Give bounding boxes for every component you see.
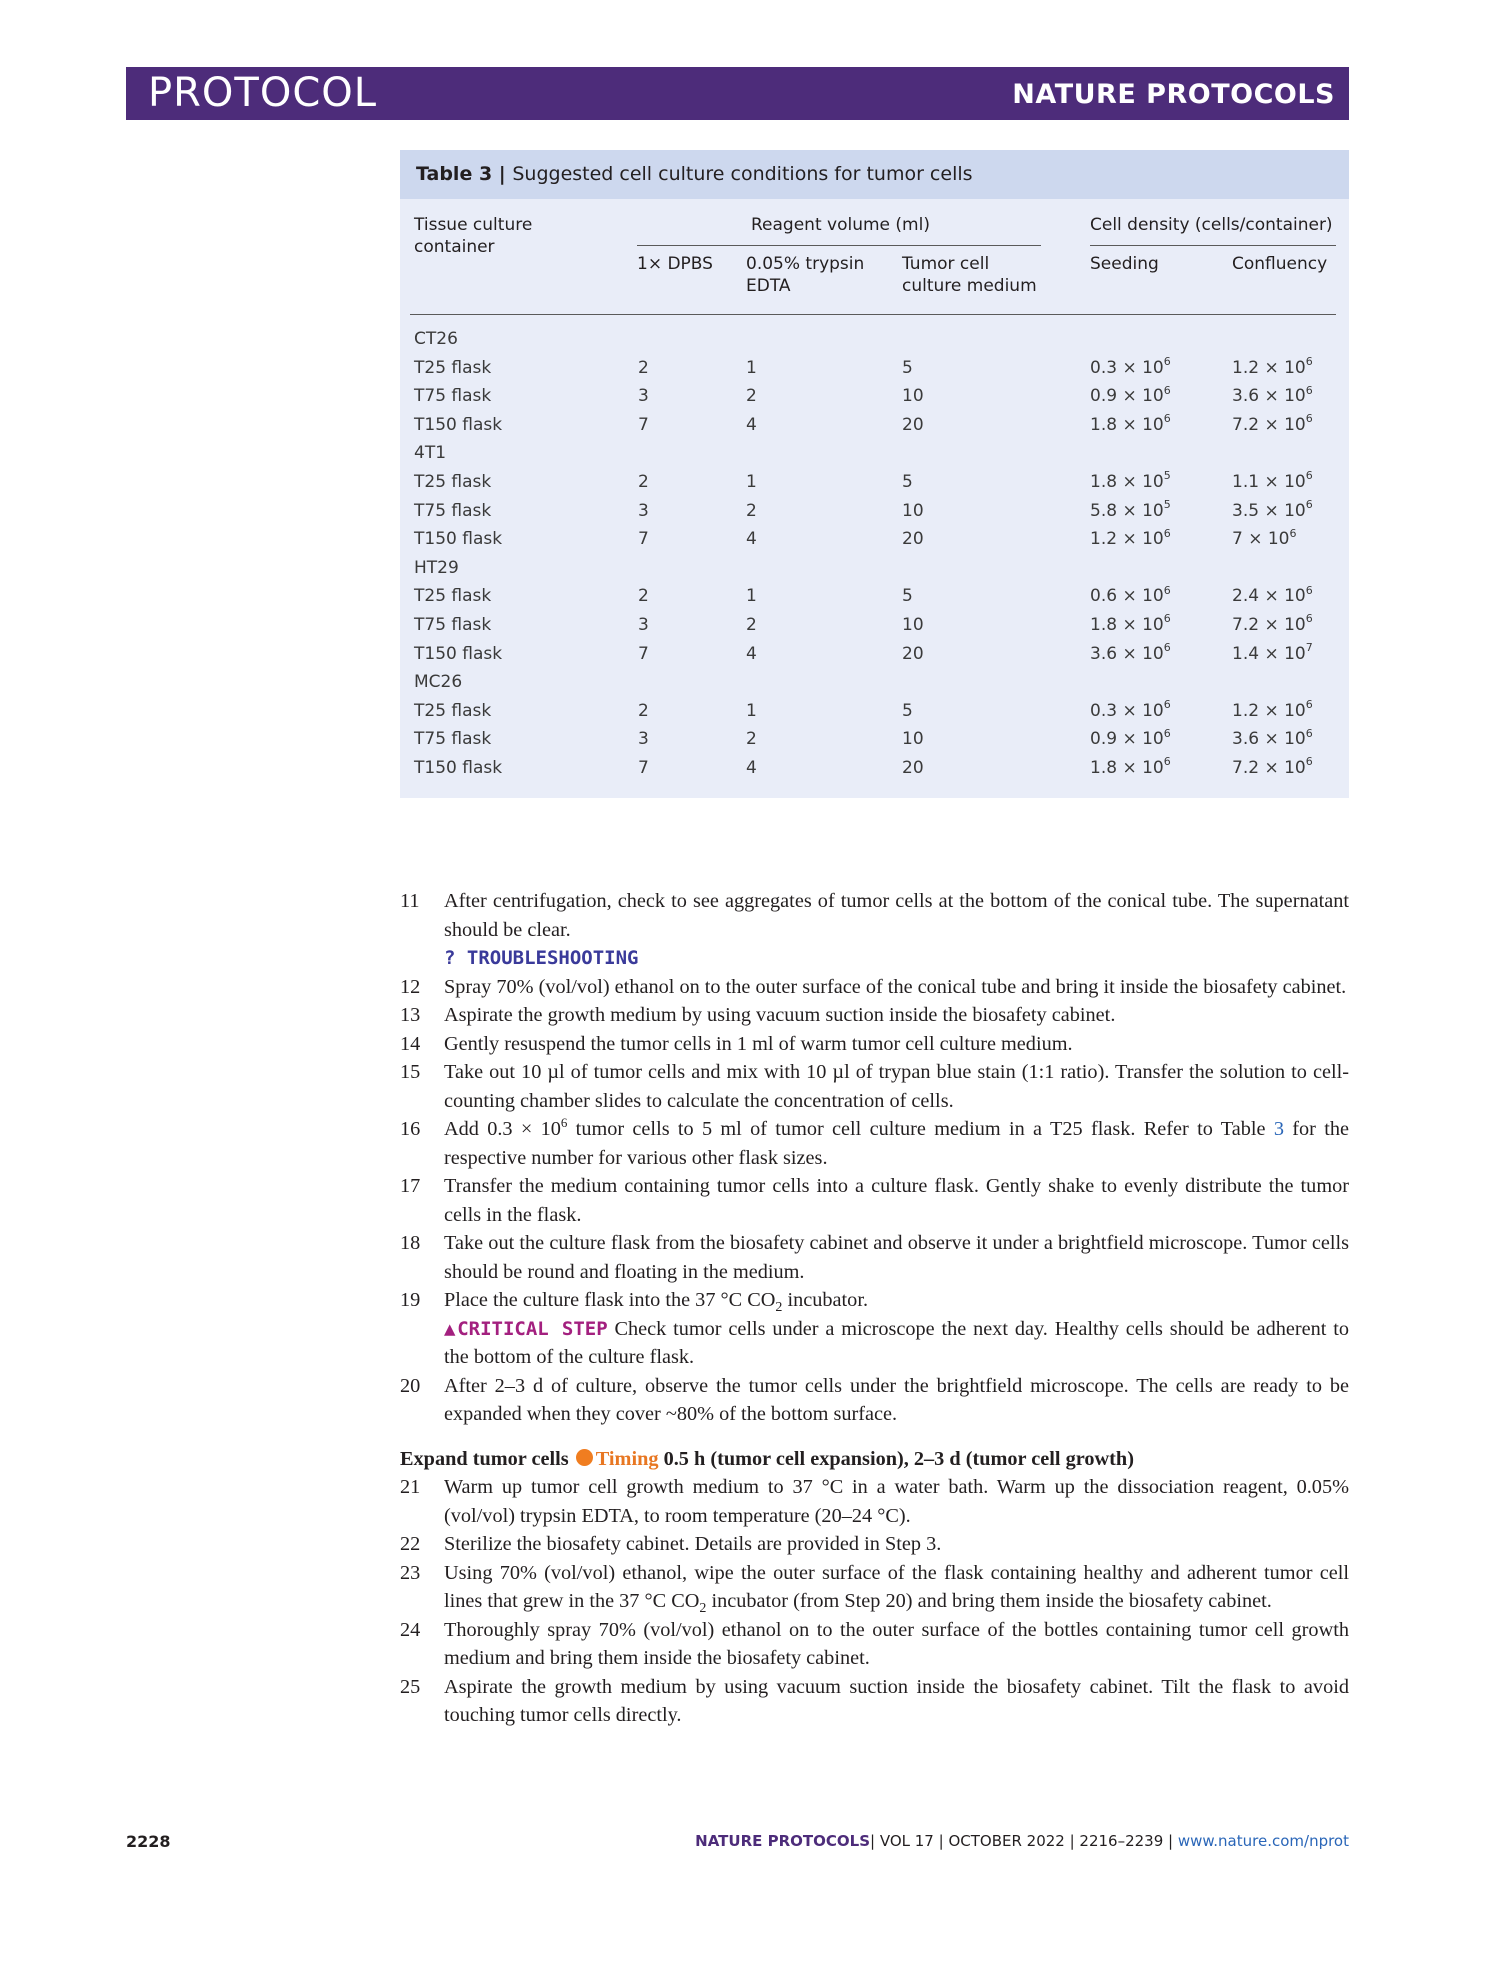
cell-density-exponent: 6: [1163, 583, 1171, 597]
table-cell-container: T150 flask: [414, 758, 503, 778]
cell-density-mantissa: 7 × 10: [1232, 529, 1290, 550]
table-cell-container: T75 flask: [414, 500, 492, 521]
table-cell-seeding: [1090, 385, 1171, 407]
table-cell-medium: 10: [902, 386, 924, 407]
cell-density-mantissa: 0.9 × 10: [1090, 386, 1164, 407]
step-text-b: incubator.: [782, 1289, 869, 1311]
table-cell-confluency: [1232, 497, 1313, 522]
table-cell-trypsin: 1: [746, 357, 757, 378]
table-title-text: Suggested cell culture conditions for tumor cells: [512, 163, 973, 185]
table-cell-confluency: [1232, 471, 1313, 493]
table-cell-medium: 20: [902, 643, 924, 664]
step-text-b: tumor cells to 5 ml of tumor cell culture medium in a T25 flask. Refer to Table: [567, 1118, 1274, 1140]
table-cell-dpbs: 7: [638, 529, 649, 550]
table-cell-confluency: [1232, 414, 1313, 436]
cell-density-exponent: 6: [1305, 497, 1313, 511]
footer-journal: NATURE PROTOCOLS: [695, 1832, 871, 1850]
table-3: [400, 150, 1349, 798]
header-banner: [126, 67, 1349, 120]
step-number: 24: [400, 1618, 421, 1641]
table-cell-seeding: [1090, 497, 1171, 522]
table-group-label: HT29: [414, 557, 459, 578]
troubleshooting-link[interactable]: ? TROUBLESHOOTING: [444, 947, 639, 969]
table-cell-confluency: [1232, 528, 1297, 550]
step-11: [400, 887, 1349, 944]
step-number: 15: [400, 1061, 421, 1083]
step-17: [400, 1172, 1349, 1229]
table-cell-seeding: [1090, 414, 1171, 436]
cell-density-mantissa: 1.1 × 10: [1232, 472, 1306, 492]
table-cell-container: T150 flask: [414, 529, 503, 550]
table-cell-confluency: [1232, 385, 1313, 407]
table-cell-confluency: [1232, 640, 1313, 665]
procedure-steps: [400, 887, 1349, 1730]
table-cell-confluency: [1232, 614, 1313, 636]
table-cell-dpbs: 2: [638, 472, 649, 492]
table-cell-medium: 20: [902, 414, 924, 435]
table-cell-medium: 5: [902, 472, 913, 492]
cell-density-mantissa: 1.2 × 10: [1090, 529, 1164, 550]
section-heading-expand: [400, 1445, 1349, 1474]
table-cell-container: T25 flask: [414, 700, 492, 721]
step-18: [400, 1229, 1349, 1286]
cell-density-mantissa: 1.8 × 10: [1090, 615, 1164, 635]
step-number: 22: [400, 1533, 421, 1555]
cell-density-exponent: 6: [1163, 698, 1171, 712]
timing-text: 0.5 h (tumor cell expansion), 2–3 d (tumor cell growth): [658, 1447, 1134, 1470]
step-20: [400, 1372, 1349, 1429]
table-cell-confluency: [1232, 757, 1313, 779]
step-text-a: Add 0.3 × 10: [444, 1118, 561, 1140]
step-text: Aspirate the growth medium by using vacuum suction inside the biosafety cabinet. Tilt the flask to avoid touching tumor cells directly.: [444, 1675, 1349, 1726]
timing-label: Timing: [595, 1447, 659, 1470]
step-number: 19: [400, 1289, 421, 1311]
cell-density-mantissa: 0.3 × 10: [1090, 357, 1164, 378]
cell-density-exponent: 6: [1163, 755, 1171, 769]
table-cell-dpbs: 3: [638, 500, 649, 521]
table-cell-medium: 20: [902, 758, 924, 778]
table-cell-seeding: [1090, 728, 1171, 750]
cell-density-exponent: 6: [1305, 612, 1313, 626]
step-text: Gently resuspend the tumor cells in 1 ml of warm tumor cell culture medium.: [444, 1032, 1073, 1055]
step-12: [400, 973, 1349, 1002]
table-cell-container: T150 flask: [414, 414, 503, 435]
step-number: 12: [400, 975, 421, 998]
table-cell-dpbs: 3: [638, 386, 649, 407]
cell-density-exponent: 6: [1163, 612, 1171, 626]
cell-density-mantissa: 1.2 × 10: [1232, 700, 1306, 721]
table-cell-seeding: [1090, 471, 1171, 493]
cell-density-exponent: 6: [1305, 412, 1313, 426]
col-header-medium: Tumor cell culture medium: [902, 254, 1037, 296]
cell-density-exponent: 6: [1163, 412, 1171, 426]
table-cell-seeding: [1090, 640, 1171, 665]
footer-url-link[interactable]: www.nature.com/nprot: [1177, 1832, 1349, 1850]
table-cell-dpbs: 2: [638, 586, 649, 607]
table-cell-dpbs: 2: [638, 700, 649, 721]
cell-density-mantissa: 7.2 × 10: [1232, 615, 1306, 635]
step-22: [400, 1530, 1349, 1559]
table-title: [400, 150, 1349, 199]
critical-step-text: Check tumor cells under a microscope the next day. Healthy cells should be adherent to the bottom of the culture flask.: [444, 1317, 1349, 1368]
table-cell-medium: 10: [902, 615, 924, 635]
step-number: 17: [400, 1175, 421, 1197]
cell-density-exponent: 6: [1305, 755, 1313, 769]
cell-density-exponent: 5: [1163, 469, 1171, 483]
table-cell-medium: 5: [902, 357, 913, 378]
table-cell-seeding: [1090, 585, 1171, 607]
cell-density-mantissa: 5.8 × 10: [1090, 500, 1164, 521]
table-cell-trypsin: 4: [746, 758, 757, 778]
table-cell-dpbs: 7: [638, 643, 649, 664]
table-3-ref-link[interactable]: 3: [1273, 1118, 1284, 1140]
step-text-a: Using 70% (vol/vol) ethanol, wipe the outer surface of the flask containing healthy and adherent tumor cell lines that grew in the 37 °C CO: [444, 1561, 1349, 1612]
step-number: 11: [400, 890, 420, 912]
cell-density-mantissa: 1.2 × 10: [1232, 357, 1306, 378]
table-cell-confluency: [1232, 585, 1313, 607]
cell-density-exponent: 6: [1163, 383, 1171, 397]
step-number: 21: [400, 1476, 421, 1498]
table-cell-container: T25 flask: [414, 357, 492, 378]
cell-density-exponent: 5: [1163, 497, 1171, 511]
table-cell-dpbs: 3: [638, 615, 649, 635]
step-16: [400, 1115, 1349, 1172]
step-text: Take out 10 µl of tumor cells and mix with 10 µl of trypan blue stain (1:1 ratio). Transfer the solution to cell-counting chamber slides to calculate the concentration of cells.: [444, 1061, 1349, 1112]
step-number: 25: [400, 1675, 421, 1698]
cell-density-mantissa: 7.2 × 10: [1232, 414, 1306, 435]
table-cell-medium: 5: [902, 700, 913, 721]
table-cell-trypsin: 4: [746, 529, 757, 550]
step-text: Sterilize the biosafety cabinet. Details are provided in Step 3.: [444, 1533, 942, 1555]
table-cell-dpbs: 3: [638, 729, 649, 750]
step-subscript: 2: [775, 1300, 783, 1315]
table-cell-dpbs: 7: [638, 758, 649, 778]
step-text: Spray 70% (vol/vol) ethanol on to the outer surface of the conical tube and bring it inside the biosafety cabinet.: [444, 975, 1347, 998]
cell-density-mantissa: 1.8 × 10: [1090, 758, 1164, 778]
step-text: After 2–3 d of culture, observe the tumor cells under the brightfield microscope. The cells are ready to be expanded when they cover ~80% of the bottom surface.: [444, 1374, 1349, 1425]
cell-density-exponent: 6: [1305, 354, 1313, 368]
col-header-dpbs: 1× DPBS: [637, 254, 713, 274]
cell-density-exponent: 6: [1289, 526, 1297, 540]
cell-density-exponent: 7: [1305, 640, 1313, 654]
table-cell-dpbs: 2: [638, 357, 649, 378]
table-cell-seeding: [1090, 757, 1171, 779]
critical-step-label: ▲CRITICAL STEP: [444, 1317, 608, 1340]
col-header-seeding: Seeding: [1090, 254, 1159, 274]
table-title-label: Table 3 |: [416, 163, 513, 185]
cell-density-exponent: 6: [1163, 640, 1171, 654]
table-cell-medium: 20: [902, 529, 924, 550]
table-cell-seeding: [1090, 614, 1171, 636]
col-group-reagent: Reagent volume (ml): [751, 215, 930, 235]
section-label: PROTOCOL: [148, 70, 378, 116]
table-cell-container: T25 flask: [414, 472, 492, 492]
cell-density-mantissa: 1.4 × 10: [1232, 643, 1306, 664]
step-text: Warm up tumor cell growth medium to 37 °C in a water bath. Warm up the dissociation reagent, 0.05% (vol/vol) trypsin EDTA, to room temperature (20–24 °C).: [444, 1476, 1349, 1527]
troubleshooting-link-row: [400, 944, 1349, 973]
table-cell-confluency: [1232, 728, 1313, 750]
table-group-label: MC26: [414, 672, 463, 693]
table-cell-seeding: [1090, 528, 1171, 550]
table-cell-trypsin: 2: [746, 615, 757, 635]
table-cell-trypsin: 1: [746, 586, 757, 607]
step-number: 20: [400, 1374, 421, 1397]
step-23: [400, 1559, 1349, 1616]
cell-density-mantissa: 3.6 × 10: [1090, 643, 1164, 664]
cell-density-exponent: 6: [1163, 526, 1171, 540]
step-24: [400, 1616, 1349, 1673]
header-rule: [410, 314, 1336, 315]
cell-density-exponent: 6: [1305, 469, 1313, 483]
table-cell-dpbs: 7: [638, 414, 649, 435]
table-group-label: 4T1: [414, 443, 447, 464]
table-cell-container: T25 flask: [414, 586, 492, 607]
table-cell-trypsin: 4: [746, 414, 757, 435]
table-cell-seeding: [1090, 354, 1171, 379]
table-cell-seeding: [1090, 700, 1171, 722]
cell-density-exponent: 6: [1305, 698, 1313, 712]
table-cell-trypsin: 2: [746, 729, 757, 750]
step-exponent: 6: [560, 1115, 568, 1130]
cell-density-mantissa: 1.8 × 10: [1090, 472, 1164, 492]
step-number: 14: [400, 1032, 421, 1055]
col-header-trypsin: 0.05% trypsin EDTA: [746, 254, 865, 296]
journal-name: NATURE PROTOCOLS: [1012, 79, 1335, 110]
step-text-b: incubator (from Step 20) and bring them inside the biosafety cabinet.: [706, 1590, 1272, 1612]
step-number: 13: [400, 1004, 421, 1026]
table-cell-medium: 5: [902, 586, 913, 607]
table-cell-confluency: [1232, 700, 1313, 722]
step-number: 18: [400, 1232, 421, 1254]
step-text-a: Place the culture flask into the 37 °C CO: [444, 1289, 776, 1311]
cell-density-exponent: 6: [1163, 726, 1171, 740]
cell-density-mantissa: 3.5 × 10: [1232, 500, 1306, 521]
footer-citation: [695, 1832, 1349, 1850]
table-cell-medium: 10: [902, 500, 924, 521]
cell-density-mantissa: 0.3 × 10: [1090, 700, 1164, 721]
table-cell-container: T75 flask: [414, 729, 492, 750]
table-cell-trypsin: 2: [746, 386, 757, 407]
step-text: Take out the culture flask from the biosafety cabinet and observe it under a brightfield microscope. Tumor cells should be round and floating in the medium.: [444, 1232, 1349, 1283]
footer-volume-info: | VOL 17 | OCTOBER 2022 | 2216–2239 |: [870, 1832, 1178, 1850]
col-group-density: Cell density (cells/container): [1090, 215, 1333, 235]
step-number: 23: [400, 1561, 421, 1584]
step-19: [400, 1286, 1349, 1315]
table-cell-container: T75 flask: [414, 615, 492, 635]
step-21: [400, 1473, 1349, 1530]
table-cell-trypsin: 1: [746, 700, 757, 721]
page-number: 2228: [126, 1832, 171, 1851]
table-group-label: CT26: [414, 329, 458, 349]
table-cell-container: T150 flask: [414, 643, 503, 664]
step-number: 16: [400, 1118, 421, 1140]
cell-density-mantissa: 0.6 × 10: [1090, 586, 1164, 607]
table-cell-trypsin: 1: [746, 472, 757, 492]
table-cell-trypsin: 2: [746, 500, 757, 521]
cell-density-mantissa: 3.6 × 10: [1232, 729, 1306, 750]
cell-density-mantissa: 7.2 × 10: [1232, 758, 1306, 778]
step-13: [400, 1001, 1349, 1030]
col-header-confluency: Confluency: [1232, 254, 1328, 274]
cell-density-mantissa: 2.4 × 10: [1232, 586, 1306, 607]
table-cell-medium: 10: [902, 729, 924, 750]
reagent-group-rule: [637, 245, 1041, 246]
table-cell-container: T75 flask: [414, 386, 492, 407]
density-group-rule: [1090, 245, 1336, 246]
step-25: [400, 1673, 1349, 1730]
step-text: Thoroughly spray 70% (vol/vol) ethanol on to the outer surface of the bottles containing tumor cell growth medium and bring them inside the biosafety cabinet.: [444, 1618, 1349, 1669]
cell-density-mantissa: 3.6 × 10: [1232, 386, 1306, 407]
cell-density-exponent: 6: [1305, 583, 1313, 597]
cell-density-mantissa: 0.9 × 10: [1090, 729, 1164, 750]
step-subscript: 2: [699, 1601, 707, 1616]
step-14: [400, 1030, 1349, 1059]
table-cell-trypsin: 4: [746, 643, 757, 664]
step-text: After centrifugation, check to see aggregates of tumor cells at the bottom of the conical tube. The supernatant should be clear.: [444, 890, 1349, 941]
cell-density-mantissa: 1.8 × 10: [1090, 414, 1164, 435]
col-header-container: Tissue culture container: [414, 215, 533, 257]
cell-density-exponent: 6: [1305, 383, 1313, 397]
cell-density-exponent: 6: [1305, 726, 1313, 740]
cell-density-exponent: 6: [1163, 354, 1171, 368]
step-text-c: for the respective number for various other flask sizes.: [444, 1118, 1349, 1169]
critical-step-note: [400, 1315, 1349, 1372]
step-text: Aspirate the growth medium by using vacuum suction inside the biosafety cabinet.: [444, 1004, 1116, 1026]
table-cell-confluency: [1232, 354, 1313, 379]
step-text: Transfer the medium containing tumor cells into a culture flask. Gently shake to evenly distribute the tumor cells in the flask.: [444, 1175, 1349, 1226]
section-title: Expand tumor cells: [400, 1447, 569, 1470]
timing-dot-icon: [576, 1449, 593, 1466]
step-15: [400, 1058, 1349, 1115]
